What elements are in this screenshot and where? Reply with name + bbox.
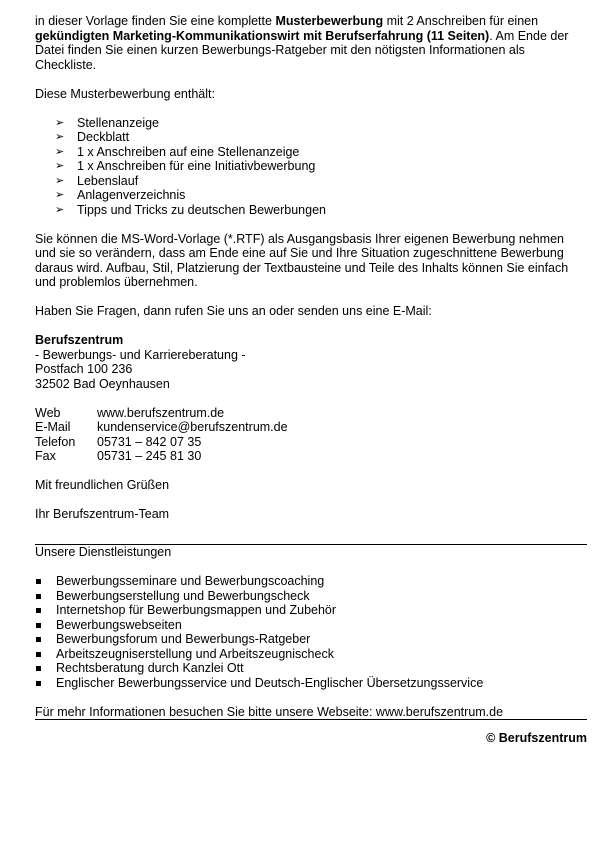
usage-paragraph: Sie können die MS-Word-Vorlage (*.RTF) als Ausgangsbasis Ihrer eigenen Bewerbung nehmen und sie so verändern, dass am Ende eine auf Sie und Ihre Situation zugeschnittene Bewerbung daraus wird. Aufbau, Stil, Platzierung der Textbausteine und Teile des Inhalts können Sie einfach und problemlos übernehmen.	[35, 231, 569, 289]
square-bullet-icon	[36, 623, 41, 628]
square-bullet-icon	[36, 637, 41, 642]
list-item-label: 1 x Anschreiben auf eine Stellenanzeige	[77, 144, 300, 159]
arrow-bullet-icon: ➢	[55, 160, 65, 172]
contact-label: Web	[35, 405, 61, 420]
closing: Mit freundlichen Grüßen	[35, 478, 170, 492]
arrow-bullet-icon: ➢	[55, 131, 65, 143]
square-bullet-icon	[36, 579, 41, 584]
intro-text-3: . Am Ende der Datei finden Sie einen kurzen Bewerbungs-Ratgeber mit den nötigsten Informationen als Checkliste.	[35, 28, 569, 72]
copyright: © Berufszentrum	[486, 731, 587, 745]
arrow-bullet-icon: ➢	[55, 203, 65, 216]
services-list	[35, 574, 587, 690]
list-item-label: Stellenanzeige	[77, 115, 160, 130]
contact-row	[35, 420, 587, 435]
list-item	[35, 130, 587, 145]
contact-label: E-Mail	[35, 420, 71, 434]
list-item	[35, 174, 587, 189]
city: 32502 Bad Oeynhausen	[35, 376, 170, 391]
services-heading: Unsere Dienstleistungen	[35, 545, 172, 559]
square-bullet-icon	[36, 666, 41, 671]
questions-paragraph: Haben Sie Fragen, dann rufen Sie uns an oder senden uns eine E-Mail:	[35, 304, 432, 318]
list-item	[35, 618, 587, 633]
contents-heading: Diese Musterbewerbung enthält:	[35, 86, 215, 101]
more-info: Für mehr Informationen besuchen Sie bitte unsere Webseite: www.berufszentrum.de	[35, 704, 504, 719]
contact-label: Telefon	[35, 434, 76, 449]
list-item-label: Bewerbungsforum und Bewerbungs-Ratgeber	[56, 632, 311, 646]
company-subtitle: - Bewerbungs- und Karriereberatung -	[35, 347, 246, 362]
list-item-label: Bewerbungsseminare und Bewerbungscoaching	[56, 574, 325, 588]
list-item	[35, 661, 587, 676]
intro-paragraph	[35, 14, 587, 72]
list-item-label: Deckblatt	[77, 130, 130, 144]
list-item-label: Lebenslauf	[77, 173, 139, 188]
phone-value: 05731 – 842 07 35	[97, 434, 202, 449]
list-item	[35, 589, 587, 604]
list-item	[35, 647, 587, 662]
contact-row	[35, 406, 587, 421]
list-item	[35, 116, 587, 131]
list-item	[35, 603, 587, 618]
list-item-label: Arbeitszeugniserstellung und Arbeitszeugnischeck	[56, 646, 334, 661]
postbox: Postfach 100 236	[35, 362, 133, 376]
intro-text-2: mit 2 Anschreiben für einen	[383, 14, 539, 28]
signature: Ihr Berufszentrum-Team	[35, 507, 170, 521]
square-bullet-icon	[36, 681, 41, 686]
address-block	[35, 333, 587, 391]
square-bullet-icon	[36, 652, 41, 657]
fax-value: 05731 – 245 81 30	[97, 449, 202, 463]
arrow-bullet-icon: ➢	[55, 116, 65, 129]
company-name: Berufszentrum	[35, 333, 124, 347]
list-item	[35, 574, 587, 589]
list-item	[35, 188, 587, 203]
list-item-label: Englischer Bewerbungsservice und Deutsch-Englischer Übersetzungsservice	[56, 675, 484, 690]
contact-block	[35, 406, 587, 464]
square-bullet-icon	[36, 608, 41, 613]
list-item-label: 1 x Anschreiben für eine Initiativbewerbung	[77, 159, 316, 173]
list-item	[35, 145, 587, 160]
email-link[interactable]: kundenservice@berufszentrum.de	[97, 420, 288, 434]
contact-row	[35, 435, 587, 450]
list-item-label: Bewerbungswebseiten	[56, 617, 182, 632]
list-item	[35, 676, 587, 691]
contact-row	[35, 449, 587, 464]
contents-list	[35, 116, 587, 218]
list-item	[35, 203, 587, 218]
contact-label: Fax	[35, 449, 56, 463]
intro-text-1: in dieser Vorlage finden Sie eine komplette	[35, 14, 276, 28]
list-item-label: Tipps und Tricks zu deutschen Bewerbungen	[77, 202, 326, 217]
intro-bold-2: gekündigten Marketing-Kommunikationswirt mit Berufserfahrung (11 Seiten)	[35, 28, 490, 43]
website-link[interactable]: www.berufszentrum.de	[97, 405, 225, 420]
list-item-label: Rechtsberatung durch Kanzlei Ott	[56, 661, 244, 675]
arrow-bullet-icon: ➢	[55, 174, 65, 187]
square-bullet-icon	[36, 594, 41, 599]
list-item-label: Internetshop für Bewerbungsmappen und Zubehör	[56, 603, 337, 617]
arrow-bullet-icon: ➢	[55, 145, 65, 158]
intro-bold-1: Musterbewerbung	[275, 14, 384, 28]
list-item	[35, 159, 587, 174]
arrow-bullet-icon: ➢	[55, 189, 65, 201]
list-item-label: Bewerbungserstellung und Bewerbungscheck	[56, 588, 310, 603]
document-page	[35, 14, 587, 746]
list-item	[35, 632, 587, 647]
list-item-label: Anlagenverzeichnis	[77, 188, 186, 202]
